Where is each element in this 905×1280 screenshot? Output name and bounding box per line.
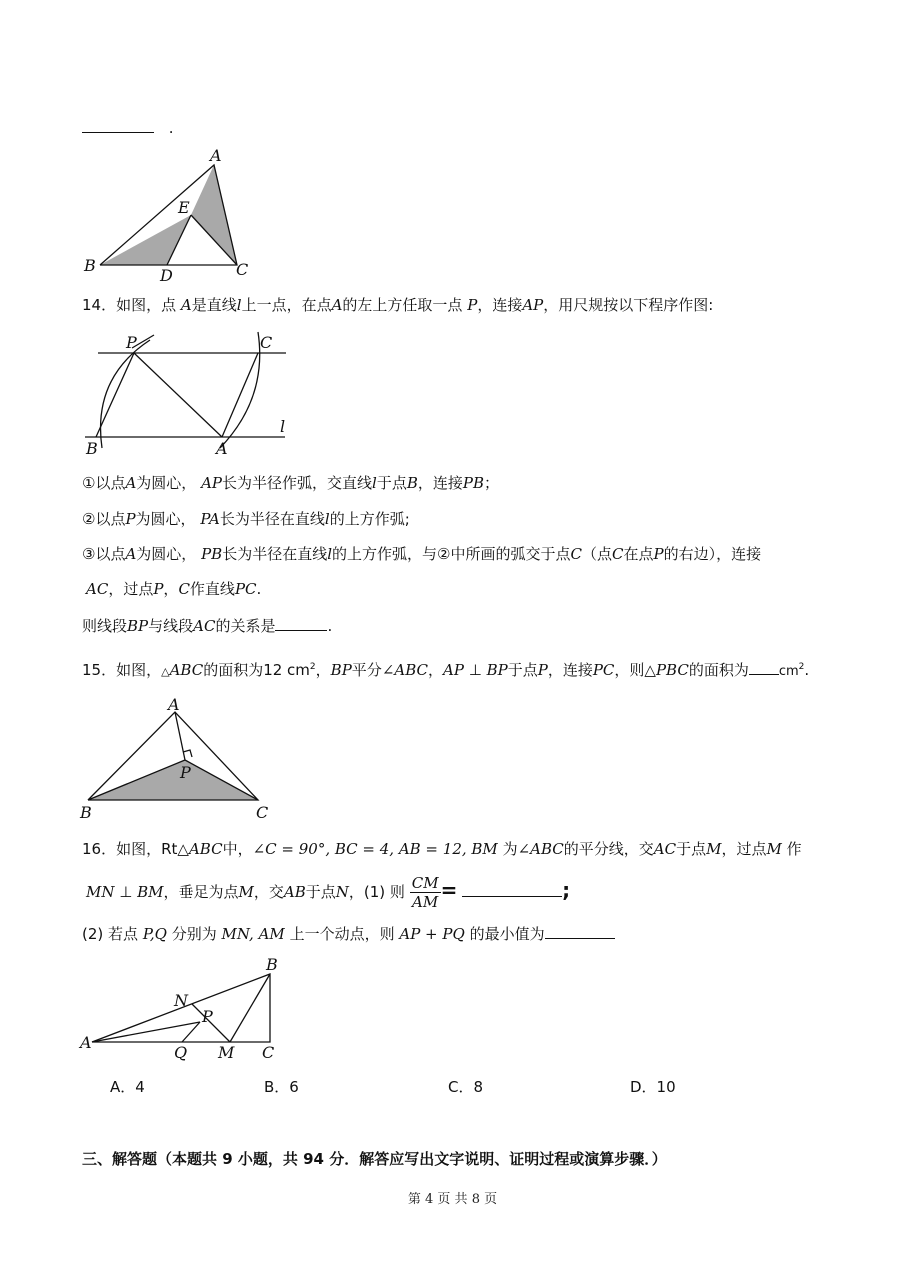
q14-var: C	[178, 580, 190, 598]
q16-line3	[82, 922, 615, 945]
q15-answer-blank[interactable]	[749, 658, 779, 675]
q14-var: A	[180, 296, 192, 314]
q13-label-e: E	[178, 198, 190, 217]
q15-sup: 2	[798, 662, 805, 672]
q14-text: 长为半径作弧，交直线	[222, 474, 373, 492]
q16-answer-blank-2[interactable]	[545, 922, 615, 939]
q15-label-b: B	[80, 803, 92, 822]
q14-var: PB	[462, 474, 485, 492]
q14-step1	[82, 472, 499, 494]
q14-label-a: A	[216, 439, 228, 458]
option-c[interactable]: C．8	[448, 1078, 484, 1096]
q14-var: BP	[127, 617, 149, 635]
q14-text: 为圆心，	[135, 510, 196, 528]
q16-text: Rt△	[161, 840, 189, 858]
q14-figure	[80, 328, 300, 463]
q16-label-n: N	[174, 991, 188, 1010]
q16-frac-numerator: CM	[411, 874, 439, 892]
q14-text: ，用尺规按以下程序作图:	[543, 296, 714, 314]
q16-equals: =	[440, 878, 458, 902]
page-footer: 第 4 页 共 8 页	[407, 1192, 498, 1207]
q16-text: 于点	[305, 883, 336, 901]
q16-fraction	[410, 874, 441, 911]
q14-var: C	[570, 545, 582, 563]
q15-area-value: 12 cm	[263, 661, 310, 679]
q16-text: 分别为	[171, 925, 217, 943]
q14-var: A	[125, 545, 137, 563]
q16-var: AC	[653, 840, 677, 858]
q16-var: N	[335, 883, 349, 901]
q14-text: ，过点	[108, 580, 154, 598]
q14-lines	[85, 332, 286, 448]
q15-var: P	[537, 661, 548, 679]
q16-var: AB	[283, 883, 306, 901]
q15-text: ，则△	[614, 661, 656, 679]
q15-label-a: A	[168, 695, 180, 714]
q15-number: 15．如图，	[82, 661, 162, 679]
q15-label-c: C	[256, 803, 269, 822]
q16-label-c: C	[262, 1043, 275, 1062]
q15-text: 的面积为	[688, 661, 749, 679]
q14-step2	[82, 508, 410, 530]
q13-answer-blank[interactable]	[82, 116, 154, 133]
q16-condition: ∠C = 90°, BC = 4, AB = 12, BM	[252, 840, 498, 858]
q15-text: .	[804, 661, 810, 679]
q16-var: M	[766, 840, 782, 858]
q16-var: MN	[86, 883, 115, 901]
q15-text: ，	[315, 661, 331, 679]
q14-var: A	[331, 296, 343, 314]
q16-semicolon: ;	[562, 878, 571, 902]
q16-var: BM	[137, 883, 164, 901]
q15-stem	[82, 656, 809, 683]
q16-text: ，过点	[721, 840, 767, 858]
q14-label-l: l	[280, 417, 286, 436]
q14-label-c: C	[260, 333, 273, 352]
q14-text: 的上方作弧;	[329, 510, 410, 528]
q14-ask	[82, 614, 332, 637]
q16-line2	[86, 872, 570, 911]
q14-text: 在点	[623, 545, 654, 563]
q14-text: 长为半径在直线	[222, 545, 328, 563]
q14-var: P	[467, 296, 478, 314]
q16-var: MN, AM	[221, 925, 285, 943]
q16-label-p: P	[202, 1007, 213, 1026]
q16-var: ∠ABC	[517, 840, 564, 858]
q14-text: 的左上方任取一点	[342, 296, 463, 314]
q14-var: l	[324, 510, 330, 528]
q14-text: .	[327, 617, 333, 635]
q13-label-c: C	[236, 260, 249, 279]
q14-step3	[82, 543, 761, 565]
q14-var: PC	[234, 580, 257, 598]
q15-symbol: △	[161, 665, 170, 678]
q16-text: ，交	[253, 883, 284, 901]
q14-var: AC	[193, 617, 216, 635]
q16-frac-denominator: AM	[412, 893, 439, 911]
q14-var: AP	[201, 474, 223, 492]
q14-text: 上一点，在点	[241, 296, 332, 314]
q14-text: ；	[484, 474, 500, 492]
q14-text: 于点	[376, 474, 407, 492]
q14-var: B	[406, 474, 418, 492]
q16-stem	[82, 838, 802, 860]
q16-label-b: B	[266, 955, 278, 974]
q14-text: 的关系是	[215, 617, 276, 635]
q15-var: ABC	[169, 661, 204, 679]
q14-var: l	[327, 545, 333, 563]
q15-text: 于点	[507, 661, 538, 679]
option-a[interactable]: A．4	[110, 1078, 145, 1096]
q14-var: P	[153, 580, 164, 598]
q16-label-q: Q	[174, 1043, 188, 1062]
q14-text: ，连接	[417, 474, 463, 492]
q15-var: PC	[592, 661, 615, 679]
q14-label-b: B	[86, 439, 98, 458]
q14-text: 长为半径在直线	[219, 510, 325, 528]
section-3-heading: 三、解答题（本题共 9 小题，共 94 分．解答应写出文字说明、证明过程或演算步骤．）	[82, 1150, 667, 1168]
q16-var: ABC	[188, 840, 223, 858]
q16-text: 的最小值为	[469, 925, 545, 943]
q15-var: PBC	[655, 661, 689, 679]
q14-var: A	[125, 474, 137, 492]
q15-label-p: P	[180, 763, 191, 782]
q14-label-p: P	[126, 333, 137, 352]
q14-text: 是直线	[191, 296, 237, 314]
q16-text: (2) 若点	[82, 925, 139, 943]
q14-step3-cont	[86, 578, 261, 600]
q14-answer-blank[interactable]	[275, 614, 327, 631]
q15-text: ，连接	[547, 661, 593, 679]
q16-text: ，(1) 则	[348, 883, 405, 901]
q15-symbol: ⊥	[468, 661, 482, 679]
q14-var: C	[612, 545, 624, 563]
q15-unit: cm	[778, 664, 799, 679]
q14-text: ，	[163, 580, 179, 598]
q13-answer-line	[82, 116, 174, 139]
q13-figure	[80, 145, 270, 285]
q15-sup: 2	[309, 662, 316, 672]
q14-text: ，连接	[477, 296, 523, 314]
q16-text: 作	[786, 840, 802, 858]
q13-shaded-aec	[191, 165, 237, 265]
q16-var: M	[238, 883, 254, 901]
q13-label-b: B	[84, 256, 96, 275]
q16-var: M	[706, 840, 722, 858]
q14-text: 为圆心，	[136, 474, 197, 492]
q14-number: 14．	[82, 296, 117, 314]
q15-figure	[78, 694, 278, 824]
q16-text: 中，	[222, 840, 253, 858]
q14-text: 如图，点	[116, 296, 177, 314]
q15-var: ∠ABC	[381, 661, 428, 679]
q16-answer-blank-1[interactable]	[462, 880, 562, 897]
q14-text: .	[256, 580, 262, 598]
q14-text: 的右边），连接	[663, 545, 762, 563]
q16-number: 16．如图，	[82, 840, 162, 858]
q16-label-a: A	[80, 1033, 92, 1052]
q14-var: AC	[86, 580, 109, 598]
q14-stem	[82, 294, 713, 316]
q15-var: AP	[443, 661, 464, 679]
q16-text: 上一个动点，则	[289, 925, 395, 943]
q14-text: 作直线	[189, 580, 235, 598]
q14-text: 的上方作弧，与②中所画的弧交于点	[332, 545, 571, 563]
q15-var: BP	[486, 661, 508, 679]
q14-var: P	[125, 510, 136, 528]
q14-text: 与线段	[148, 617, 194, 635]
q13-label-a: A	[210, 146, 222, 165]
q14-var: AP	[522, 296, 544, 314]
q16-figure	[76, 954, 296, 1064]
q14-text: ①以点	[82, 474, 126, 492]
q15-text: 平分	[351, 661, 382, 679]
q15-text: 的面积为	[203, 661, 264, 679]
q16-text: ，垂足为点	[163, 883, 239, 901]
q14-text: 为圆心，	[136, 545, 197, 563]
q16-text: 为	[502, 840, 518, 858]
q16-label-m: M	[218, 1043, 235, 1062]
q13-shaded-bde	[100, 215, 191, 265]
q14-var: PB	[201, 545, 223, 563]
q14-text: ②以点	[82, 510, 126, 528]
q13-period: .	[168, 119, 174, 137]
q14-text: （点	[581, 545, 612, 563]
q16-text: 的平分线，交	[563, 840, 654, 858]
q14-var: l	[372, 474, 377, 492]
q15-text: ，	[428, 661, 444, 679]
q14-var: l	[236, 296, 242, 314]
q16-var: AP + PQ	[399, 925, 465, 943]
q13-label-d: D	[160, 266, 173, 285]
q14-text: ③以点	[82, 545, 126, 563]
q15-var: BP	[330, 661, 352, 679]
option-b[interactable]: B．6	[264, 1078, 299, 1096]
q15-shaded-pbc	[88, 760, 258, 800]
q16-symbol: ⊥	[119, 883, 133, 901]
q16-text: 于点	[676, 840, 707, 858]
option-d[interactable]: D．10	[630, 1078, 676, 1096]
q14-var: PA	[200, 510, 220, 528]
q14-text: 则线段	[82, 617, 128, 635]
q16-var: P,Q	[142, 925, 167, 943]
q14-var: P	[653, 545, 664, 563]
